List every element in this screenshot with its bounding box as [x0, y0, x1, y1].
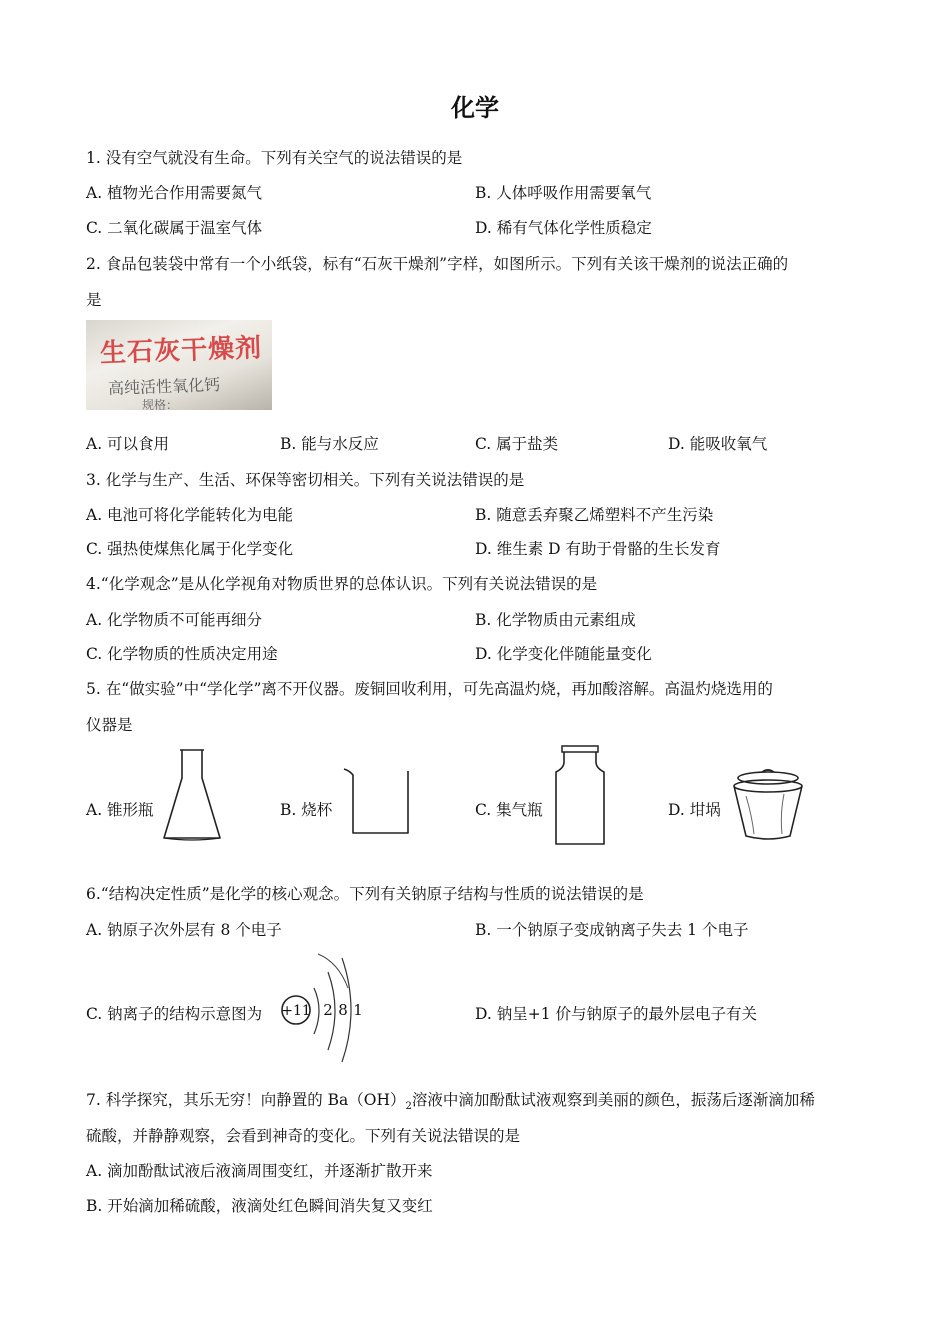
- beaker-icon: [342, 765, 414, 837]
- sodium-ion-structure-diagram: [278, 948, 372, 1066]
- question-3-option-c: C. 强热使煤焦化属于化学变化: [86, 540, 294, 558]
- question-5-stem: 5. 在“做实验”中“学化学”离不开仪器。废铜回收利用，可先高温灼烧，再加酸溶解。高温灼烧选用的: [86, 680, 773, 698]
- question-6-stem: 6.“结构决定性质”是化学的核心观念。下列有关钠原子结构与性质的说法错误的是: [86, 885, 644, 903]
- question-5-option-b: B. 烧杯: [280, 801, 333, 819]
- question-3-option-d: D. 维生素 D 有助于骨骼的生长发育: [475, 540, 721, 558]
- photo-label-desiccant: 生石灰干燥剂: [99, 333, 263, 369]
- crucible-icon: [728, 764, 808, 842]
- question-4-stem: 4.“化学观念”是从化学视角对物质世界的总体认识。下列有关说法错误的是: [86, 575, 598, 593]
- question-3-option-b: B. 随意丢弃聚乙烯塑料不产生污染: [475, 506, 714, 524]
- question-5-option-a: A. 锥形瓶: [86, 801, 154, 819]
- question-4-option-a: A. 化学物质不可能再细分: [86, 611, 263, 629]
- question-2-option-b: B. 能与水反应: [280, 435, 379, 453]
- question-6-option-a: A. 钠原子次外层有 8 个电子: [86, 921, 282, 939]
- nucleus-charge-label: +11: [281, 1003, 311, 1019]
- question-2-stem-cont: 是: [86, 291, 102, 309]
- question-7-stem-pre: 7. 科学探究，其乐无穷！向静置的 Ba（OH）: [86, 1091, 406, 1109]
- erlenmeyer-flask-icon: [160, 748, 224, 842]
- shell-2-electrons: 8: [338, 1001, 348, 1019]
- question-3-option-a: A. 电池可将化学能转化为电能: [86, 506, 294, 524]
- gas-collecting-bottle-icon: [552, 744, 608, 846]
- photo-label-calcium-oxide: 高纯活性氧化钙: [107, 375, 221, 398]
- question-2-option-a: A. 可以食用: [86, 435, 170, 453]
- question-5-stem-cont: 仪器是: [86, 716, 133, 734]
- question-5-option-d: D. 坩埚: [668, 801, 721, 819]
- question-4-option-c: C. 化学物质的性质决定用途: [86, 645, 278, 663]
- question-6-option-b: B. 一个钠原子变成钠离子失去 1 个电子: [475, 921, 749, 939]
- question-6-option-c: C. 钠离子的结构示意图为: [86, 1005, 263, 1023]
- question-1-option-d: D. 稀有气体化学性质稳定: [475, 219, 652, 237]
- question-1-stem: 1. 没有空气就没有生命。下列有关空气的说法错误的是: [86, 149, 463, 167]
- question-7-option-a: A. 滴加酚酞试液后液滴周围变红，并逐渐扩散开来: [86, 1162, 433, 1180]
- shell-3-electrons: 1: [353, 1001, 363, 1019]
- question-7-stem-post: 溶液中滴加酚酞试液观察到美丽的颜色，振荡后逐渐滴加稀: [411, 1091, 815, 1109]
- page-title: 化学: [451, 94, 499, 122]
- question-2-option-d: D. 能吸收氧气: [668, 435, 768, 453]
- question-6-option-d: D. 钠呈+1 价与钠原子的最外层电子有关: [475, 1005, 758, 1023]
- question-1-option-b: B. 人体呼吸作用需要氧气: [475, 184, 652, 202]
- photo-label-spec: 规格：: [142, 398, 179, 410]
- question-4-option-b: B. 化学物质由元素组成: [475, 611, 636, 629]
- question-1-option-a: A. 植物光合作用需要氮气: [86, 184, 263, 202]
- shell-1-electrons: 2: [323, 1001, 333, 1019]
- question-7-option-b: B. 开始滴加稀硫酸，液滴处红色瞬间消失复又变红: [86, 1197, 433, 1215]
- question-7-subscript: 2: [405, 1101, 412, 1113]
- question-7-stem-cont: 硫酸，并静静观察，会看到神奇的变化。下列有关说法错误的是: [86, 1127, 521, 1145]
- question-1-option-c: C. 二氧化碳属于温室气体: [86, 219, 263, 237]
- question-2-stem: 2. 食品包装袋中常有一个小纸袋，标有“石灰干燥剂”字样，如图所示。下列有关该干燥剂的说法正确的: [86, 255, 789, 273]
- question-2-option-c: C. 属于盐类: [475, 435, 559, 453]
- question-3-stem: 3. 化学与生产、生活、环保等密切相关。下列有关说法错误的是: [86, 471, 525, 489]
- desiccant-packet-photo: [86, 320, 272, 410]
- question-5-option-c: C. 集气瓶: [475, 801, 543, 819]
- question-4-option-d: D. 化学变化伴随能量变化: [475, 645, 652, 663]
- question-7-stem: [86, 1088, 815, 1112]
